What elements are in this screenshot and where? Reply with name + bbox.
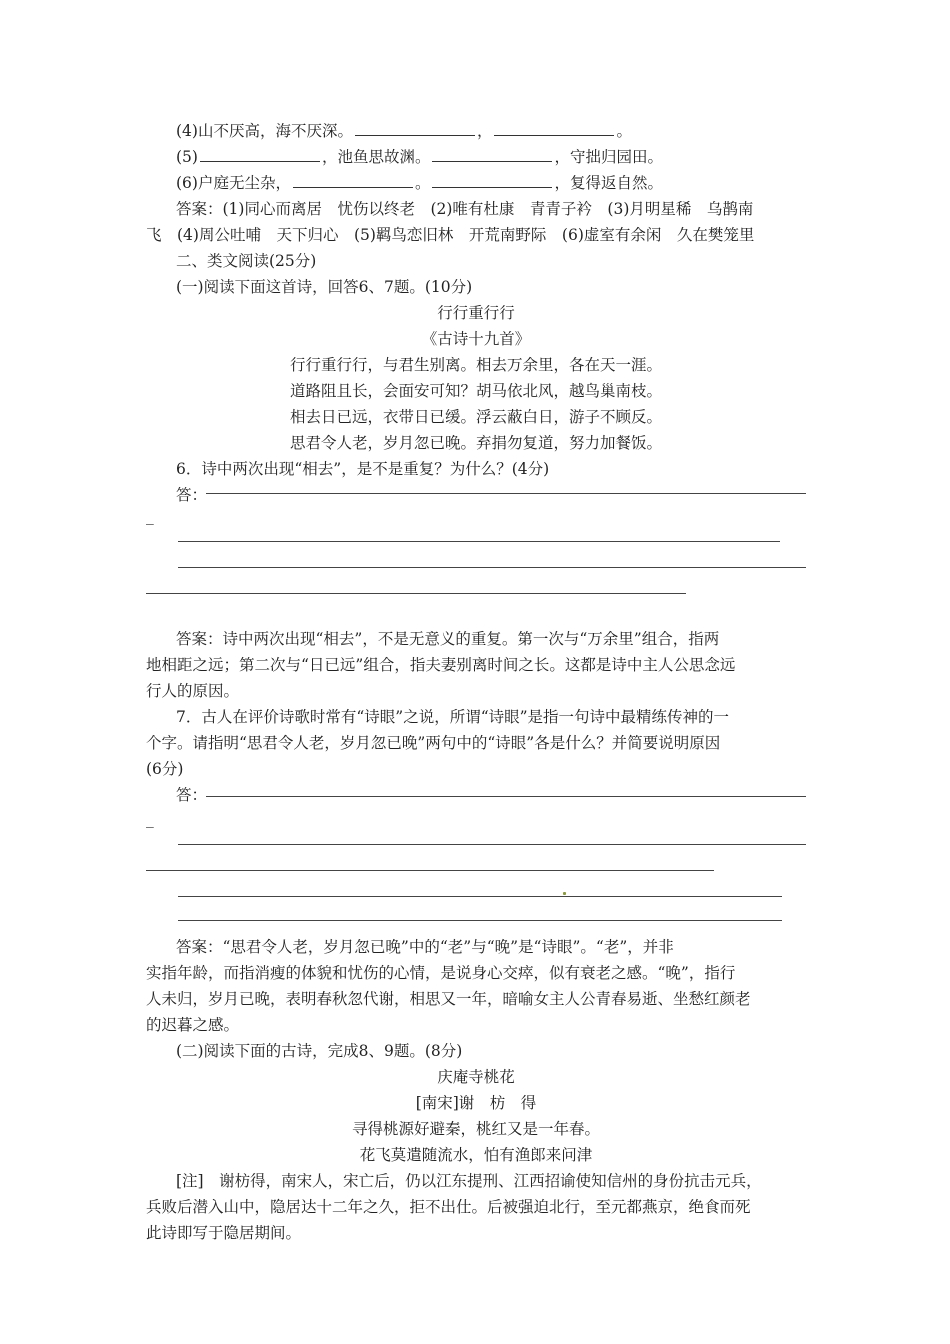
fill-answer-line-1: 答案：(1)同心而离居 忧伤以终老 (2)唯有杜康 青青子衿 (3)月明星稀 乌鹊南 — [176, 200, 754, 218]
q7-answer-line: 答案：“思君令人老，岁月忽已晚”中的“老”与“晚”是“诗眼”。“老”，并非 — [176, 938, 674, 956]
poem1-line: 道路阻且长，会面安可知？胡马依北风，越鸟巢南枝。 — [290, 382, 663, 400]
answer-line[interactable] — [178, 896, 782, 897]
answer-blank[interactable] — [200, 146, 320, 162]
fill-item-5-text-1: ，池鱼思故渊。 — [321, 148, 431, 166]
poem1-source: 《古诗十九首》 — [421, 330, 531, 348]
fill-item-5-text-2: ，守拙归园田。 — [554, 148, 663, 166]
stray-mark: _ — [146, 507, 154, 525]
fill-item-5-label: (5) — [176, 148, 198, 166]
fill-item-6-text-3: ，复得返自然。 — [554, 174, 663, 192]
poem1-line: 相去日已远，衣带日已缓。浮云蔽白日，游子不顾反。 — [290, 408, 663, 426]
speck-mark — [563, 892, 566, 895]
q7-answer-line: 实指年龄，而指消瘦的体貌和忧伤的心情，是说身心交瘁，似有衰老之感。“晚”，指行 — [146, 964, 736, 982]
poem2-line: 花飞莫遣随流水，怕有渔郎来问津 — [359, 1146, 593, 1164]
poem2-author: [南宋]谢 枋 得 — [415, 1094, 537, 1112]
answer-blank[interactable] — [432, 146, 552, 162]
note-line: 兵败后潜入山中，隐居达十二年之久，拒不出仕。后被强迫北行，至元都燕京，绝食而死 — [146, 1198, 751, 1216]
note-line: 此诗即写于隐居期间。 — [146, 1224, 302, 1242]
fill-item-5 — [176, 144, 663, 170]
part2-intro: (二)阅读下面的古诗，完成8、9题。(8分) — [176, 1042, 463, 1060]
q7-answer-line: 人未归，岁月已晚，表明春秋忽代谢，相思又一年，暗喻女主人公青春易逝、坐愁红颜老 — [146, 990, 751, 1008]
poem2-line: 寻得桃源好避秦，桃红又是一年春。 — [351, 1120, 600, 1138]
answer-line[interactable] — [206, 493, 806, 494]
fill-item-4-end: 。 — [616, 122, 632, 140]
answer-blank[interactable] — [494, 120, 614, 136]
poem2-title: 庆庵寺桃花 — [437, 1068, 515, 1086]
poem1-line: 行行重行行，与君生别离。相去万余里，各在天一涯。 — [290, 356, 663, 374]
stray-mark: _ — [146, 810, 154, 828]
section-heading: 二、类文阅读(25分) — [176, 252, 317, 270]
q6-answer-line: 答案：诗中两次出现“相去”，不是无意义的重复。第一次与“万余里”组合，指两 — [176, 630, 720, 648]
answer-blank[interactable] — [432, 172, 552, 188]
fill-item-6-text-2: 。 — [414, 174, 431, 192]
q6-answer-label: 答： — [176, 486, 208, 504]
poem1-line: 思君令人老，岁月忽已晚。弃捐勿复道，努力加餐饭。 — [290, 434, 663, 452]
answer-blank[interactable] — [293, 172, 413, 188]
fill-item-4 — [176, 118, 632, 144]
q7-answer-line: 的迟暮之感。 — [146, 1016, 240, 1034]
part1-intro: (一)阅读下面这首诗，回答6、7题。(10分) — [176, 278, 473, 296]
answer-line[interactable] — [178, 541, 780, 542]
answer-line[interactable] — [146, 870, 714, 871]
q7-answer-label: 答： — [176, 786, 208, 804]
poem1-title: 行行重行行 — [437, 304, 515, 322]
answer-blank[interactable] — [355, 120, 475, 136]
answer-line[interactable] — [178, 920, 782, 921]
fill-item-4-sep: ， — [476, 122, 493, 140]
fill-item-4-text: (4)山不厌高，海不厌深。 — [176, 122, 353, 140]
fill-answer-line-2: 飞 (4)周公吐哺 天下归心 (5)羁鸟恋旧林 开荒南野际 (6)虚室有余闲 久在樊笼里 — [146, 226, 755, 244]
fill-item-6 — [176, 170, 663, 196]
note-line: [注] 谢枋得，南宋人，宋亡后，仍以江东提刑、江西招谕使知信州的身份抗击元兵， — [176, 1172, 762, 1190]
answer-line[interactable] — [146, 593, 686, 594]
answer-line[interactable] — [206, 796, 806, 797]
question-7-line: 7．古人在评价诗歌时常有“诗眼”之说，所谓“诗眼”是指一句诗中最精练传神的一 — [176, 708, 730, 726]
fill-item-6-text-1: (6)户庭无尘杂， — [176, 174, 291, 192]
q6-answer-line: 地相距之远；第二次与“日已远”组合，指夫妻别离时间之长。这都是诗中主人公思念远 — [146, 656, 736, 674]
q6-answer-line: 行人的原因。 — [146, 682, 240, 700]
question-7-line: 个字。请指明“思君令人老，岁月忽已晚”两句中的“诗眼”各是什么？并简要说明原因 — [146, 734, 721, 752]
answer-line[interactable] — [178, 844, 806, 845]
question-6: 6．诗中两次出现“相去”，是不是重复？为什么？(4分) — [176, 460, 550, 478]
question-7-line: (6分) — [146, 760, 184, 778]
answer-line[interactable] — [178, 567, 806, 568]
